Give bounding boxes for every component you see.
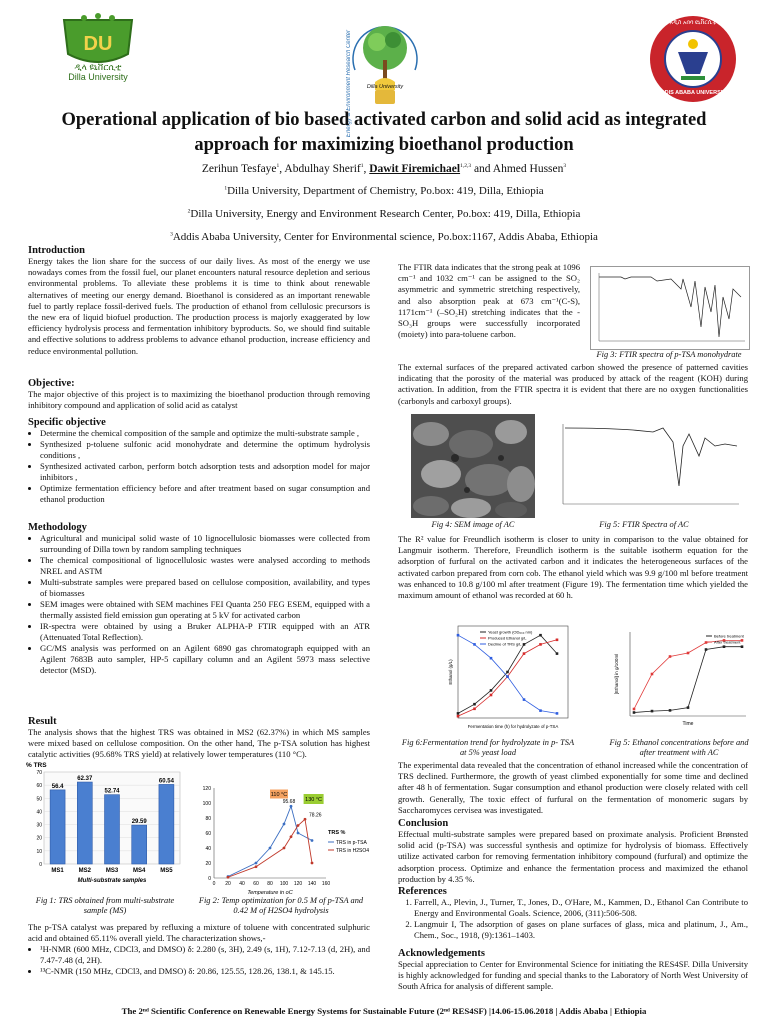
fig6-point — [473, 643, 476, 646]
experimental-section — [398, 760, 748, 816]
methodology-heading: Methodology — [28, 522, 87, 533]
fig1-ytick: 10 — [36, 848, 42, 855]
fig6-point — [506, 675, 509, 678]
fig2-xtick: 100 — [279, 881, 289, 887]
fig6-point — [473, 703, 476, 706]
author-1-sup: 1 — [276, 163, 280, 170]
result-heading: Result — [28, 716, 57, 727]
fig2-xtick: 80 — [267, 881, 273, 887]
fig7-point — [633, 711, 636, 714]
fig7-point — [741, 639, 744, 642]
fig7-point — [687, 652, 690, 655]
fig2-ylabel: TRS % — [328, 830, 346, 836]
fig2-ytick: 0 — [208, 876, 211, 882]
affiliation-1: $^1$Dilla University, Department of Chemistry, Po.box: 419, Dilla, Ethiopia — [224, 185, 544, 197]
affiliation-3: $^3$Addis Ababa University, Center for Environmental science, Po.box:1167, Addis Ababa, Ethiopia — [170, 231, 598, 243]
fig7-series-2 — [634, 640, 742, 709]
fig6-point — [523, 643, 526, 646]
fig2-annotation-110: 110 °C — [270, 792, 288, 798]
ptsa-text: The p-TSA catalyst was prepared by refluxing a mixture of toluene with concentrated sulphuric acid and obtained 65.11% overall yield. The characterization shows,- — [28, 922, 370, 944]
r2-text: The R² value for Freundlich isotherm is closer to unity in comparison to the value obtained for Langmuir isotherm. Therefore, Freundlich isotherm is the suitable isotherm equation for the adsorption of furfural on the activated carbon and it indicates the heterogeneous surfaces of the activated carbon prepared from corn cob. The ethanol yield which was 9.9 g/100 ml before treatment was enhanced to 10.8 g/100 ml after treatment (Figure 19). The fermentation time which yielded the maximum amount of ethanol was recorded at 60 h. — [398, 534, 748, 601]
fig1-xtick-MS3: MS3 — [105, 868, 119, 874]
fig7-point — [669, 709, 672, 712]
fig1-bar-MS5 — [159, 784, 174, 864]
objective-heading: Objective: — [28, 378, 75, 389]
fig2-caption: Fig 2: Temp optimization for 0.5 M of p-TSA and 0.42 M of H2SO4 hydrolysis — [198, 896, 364, 915]
fig6-point — [490, 689, 493, 692]
aau-name: ADDIS ABABA UNIVERSITY — [656, 90, 730, 96]
result-text: The analysis shows that the highest TRS was obtained in MS2 (62.37%) in which MS samples were mixed based on cellulose composition. On the other hand, The p-TSA solution has highest catalytic activities (95.68% TRS yield) at relatively lower temperatures (110 °C). — [28, 727, 370, 760]
sem-image — [411, 414, 535, 518]
fig2-data-label-h2so4: 78.26 — [309, 812, 322, 819]
fig6-point — [457, 715, 460, 718]
fig1-data-label-MS4: 29.59 — [131, 819, 147, 826]
fig2-point — [311, 839, 314, 842]
introduction-text: Energy takes the lion share for the success of our daily lives. As most of the energy we use nowadays comes from the fossil fuel, our planet encounters natural resource depletion and serious environmental problems. To alleviate these problems it is time to think about renewable alternatives of meeting our energy demand. Bioethanol is considered as an important renewable fuel to partly replace fossil-derived fuels. The production of ethanol from cellulosic precursors is the new era of liquid biofuel production. The production process is majorly exaggerated by low efficiency hydrolysis process and fermentation inhibitory byproducts. So, we should find suitable and effective solutions to address problems to advance ethanol production, increase efficiency and reduce environmental pollution. — [28, 256, 370, 356]
fig2-xtick: 60 — [253, 881, 259, 887]
fig7-point — [705, 648, 708, 651]
fig2-xtick: 20 — [225, 881, 231, 887]
fig2-point — [269, 847, 272, 850]
fig1-data-label-MS2: 62.37 — [77, 776, 93, 783]
list-item: • Synthesized activated carbon, perform botch adsorption tests and adsorption model for major inhibitors , — [40, 461, 370, 483]
list-item: • ¹H-NMR (600 MHz, CDCl3, and DMSO) δ: 2.280 (s, 3H), 2.49 (s, 1H), 7.12-7.13 (d, 2H), and 7.47-7.48 (d, 2H). — [40, 944, 370, 966]
title-line-1: Operational application of bio based activated carbon and solid acid as integrated — [61, 110, 707, 130]
fig1-xtick-MS1: MS1 — [51, 868, 64, 874]
author-2: , Abdulhay Sherif — [279, 163, 361, 175]
fig1-bar-MS4 — [132, 825, 147, 864]
ftir-section — [398, 262, 580, 340]
fig7-point — [669, 655, 672, 658]
fig7-ethanol-chart — [610, 626, 756, 738]
fig2-legend-1: TRS in p-TSA — [336, 840, 367, 846]
fig6-point — [490, 694, 493, 697]
fig6-point — [506, 671, 509, 674]
fig6-point — [556, 639, 559, 642]
conclusion-text: Effectual multi-substrate samples were prepared based on proximate analysis. Proficient Brønsted solid acid (p-TSA) was successful synthesis and optimize for hydrolysis of biomass. Effectively utilize activated carbon for removing fermentation inhibitory compound (furfural) and optimize the adsorption process. Optimize and enhance the fermentation process and maximized the ethanol production by 4.35 %. — [398, 829, 748, 884]
result-section — [28, 716, 370, 761]
fig7-series-1 — [634, 647, 742, 713]
fig6-caption: Fig 6:Fermentation trend for hydrolyzate in p- TSA at 5% yeast load — [401, 738, 575, 757]
fig6-legend-1: Yeast growth (OD₆₀₀ nm) — [488, 629, 533, 635]
author-2-sup: 1 — [360, 163, 364, 170]
methodology-section — [28, 522, 370, 676]
poster-title — [20, 108, 748, 158]
acknowledgements-section — [398, 948, 748, 993]
list-item: • Synthesized p-toluene sulfonic acid monohydrate and determine the optimum hydrolysis conditions , — [40, 439, 370, 461]
surface-section — [398, 362, 748, 407]
list-item: • Multi-substrate samples were prepared based on cellulose composition, availability, and types of biomasses — [40, 577, 370, 599]
fig7-point — [687, 706, 690, 709]
fig7-legend-2: After treatment — [714, 639, 741, 645]
fig6-point — [457, 634, 460, 637]
fig7-point — [651, 673, 654, 676]
fig7-point — [741, 645, 744, 648]
fig1-ytick: 0 — [39, 862, 42, 868]
fig2-legend-2: TRS in H2SO4 — [336, 848, 370, 854]
title-line-2: approach for maximizing bioethanol production — [194, 135, 574, 155]
references-section — [398, 886, 748, 941]
list-item: • Agricultural and municipal solid waste of 10 lignocellulosic biomasses were collected from surrounding of Dilla town by random sampling techniques — [40, 533, 370, 555]
fig6-point — [539, 709, 542, 712]
list-item: • ¹³C-NMR (150 MHz, CDCl3, and DMSO) δ: 20.86, 125.55, 128.26, 138.1, & 145.15. — [40, 966, 370, 977]
aau-name-amharic: አዲስ አበባ ዩኒቨርሲቲ — [669, 20, 717, 26]
fig2-point — [304, 818, 307, 821]
fig1-xlabel: Multi-substrate samples — [77, 878, 147, 884]
fig3-ftir-spectrum — [590, 266, 750, 350]
surface-text: The external surfaces of the prepared activated carbon showed the presence of patterned cavities indicating that the porosity of the material was produced by attack of the reagent (KOH) during activation. In addition, from the FTIR spectra it is evident that there are no oxygen functionalities (carbonyls and carboxyl groups). — [398, 362, 748, 406]
fig1-ytick: 60 — [36, 783, 42, 790]
fig6-point — [490, 657, 493, 660]
fig2-ytick: 80 — [205, 816, 211, 822]
fig2-ytick: 40 — [205, 846, 211, 852]
author-3: Dawit Firemichael — [369, 163, 461, 175]
research-center-sub: Dilla University — [366, 84, 404, 90]
fig6-point — [523, 652, 526, 655]
list-item: • GC/MS analysis was performed on an Agilent 6890 gas chromatograph equipped with an Agilent 7683B auto sampler, HP-5 capillary column and an Agilent 5973 mass selective detector (MSD). — [40, 643, 370, 676]
fig1-xtick-MS2: MS2 — [78, 868, 91, 874]
dilla-name: Dilla University — [68, 72, 128, 82]
fig2-point — [255, 862, 258, 865]
fig2-xtick: 120 — [293, 881, 303, 887]
ftir-text: The FTIR data indicates that the strong peak at 1096 cm⁻¹ and 1032 cm⁻¹ can be assigned to the SO₂ asymmetric and symmetric stretching respectively, and also absorption peak at 673 cm⁻¹(C-S), 1171cm⁻¹ (–SO₂H) stretching indicates that the -SO₃H groups were successfully incorporated (moiety) into para-toluene carbon. — [398, 262, 580, 340]
fig1-xtick-MS5: MS5 — [160, 868, 173, 874]
fig4-caption: Fig 4: SEM image of AC — [431, 520, 515, 529]
fig3-caption: Fig 3: FTIR spectra of p-TSA monohydrate — [596, 350, 742, 359]
fig2-point — [255, 865, 258, 868]
fig2-xtick: 40 — [239, 881, 245, 887]
dilla-name-amharic: ዲላ ዩኒቨርሲቲ — [74, 62, 122, 72]
conclusion-section — [398, 818, 748, 885]
fig6-legend-2: Produced Ethanol g/L — [488, 635, 527, 641]
fig1-bar-MS1 — [50, 790, 65, 864]
fig6-point — [539, 634, 542, 637]
reference-item: 2. Langmuir I, The adsorption of gases on plane surfaces of glass, mica and platinum, J., Am., Chem., Soc., 1918, (9):1361–1403. — [414, 919, 748, 941]
fig1-ytick: 70 — [36, 770, 42, 776]
author-3-sup: 1,2,3 — [460, 163, 472, 170]
reference-item: 1. Farrell, A., Plevin, J., Turner, T., Jones, D., O'Hare, M., Kammen, D., Ethanol Can Contribute to Energy and Environmental Goals. Science, 2006, (311):506-508. — [414, 897, 748, 919]
dilla-acronym: DU — [83, 33, 113, 55]
introduction-heading: Introduction — [28, 245, 85, 256]
fig2-series-1 — [228, 806, 312, 876]
fig5-ftir-ac — [543, 416, 743, 516]
objective-section — [28, 378, 370, 411]
fig7-point — [723, 645, 726, 648]
fig2-ytick: 60 — [205, 831, 211, 837]
fig1-xtick-MS4: MS4 — [133, 868, 146, 874]
fig6-point — [539, 643, 542, 646]
fig1-ylabel: % TRS — [26, 762, 47, 769]
ptsa-section — [28, 922, 370, 977]
author-4-sup: 3 — [563, 163, 567, 170]
fig6-point — [457, 712, 460, 715]
fig2-point — [283, 847, 286, 850]
objective-text: The major objective of this project is to maximizing the bioethanol production through removing inhibitory compound and application of solid acid as catalyst — [28, 389, 370, 411]
fig2-annotation-130: 130 °C — [305, 797, 323, 803]
fig7-xlabel: Time — [682, 721, 694, 727]
fig6-ylabel: Ethanol (g/L) — [448, 659, 453, 685]
fig1-ytick: 50 — [36, 796, 42, 803]
specific-objective-section — [28, 417, 370, 505]
fig1-bar-chart — [26, 758, 184, 896]
fig7-point — [651, 710, 654, 713]
fig2-point — [297, 824, 300, 827]
fig7-legend-1: Before treatment — [714, 633, 744, 639]
r2-section — [398, 534, 748, 601]
list-item: • IR-spectra were obtained by using a Bruker ALPHA-P FTIR equipped with an ATR (Attenuated Total Reflection). — [40, 621, 370, 643]
fig1-ytick: 20 — [36, 835, 42, 842]
fig2-point — [227, 876, 230, 879]
references-heading: References — [398, 886, 447, 897]
authors: Zerihun Tesfaye$^1$, Abdulhay Sherif$^1$, Dawit Firemichael$^{1,2,3}$ and Ahmed Hussen$^3$ — [201, 163, 567, 175]
experimental-text: The experimental data revealed that the concentration of ethanol increased while the concentration of TRS declined. Furthermore, the growth of yeast climbed exponentially for some time and declined after 48 h of fermentation. Sugar consumption and ethanol production were closely related with cell growth. Generally, The toxic effect of furfural on the fermentation of monomeric sugars by Saccharomyces cervisea was investigated. — [398, 760, 748, 815]
fig1-bar-MS2 — [77, 782, 92, 864]
fig2-line-chart — [192, 780, 372, 898]
fig6-xlabel: Fermentation time (h) for hydrolyzate of p-TSA — [467, 724, 559, 729]
fig6-point — [556, 652, 559, 655]
fig1-ytick: 40 — [36, 809, 42, 816]
fig2-point — [290, 835, 293, 838]
fig6-point — [523, 698, 526, 701]
fig2-ytick: 20 — [205, 861, 211, 867]
list-item: • Determine the chemical composition of the sample and optimize the multi-substrate sample , — [40, 428, 370, 439]
conclusion-heading: Conclusion — [398, 818, 449, 829]
conference-footer: The 2ⁿᵈ Scientific Conference on Renewable Energy Systems for Sustainable Future (2ⁿᵈ RES4SF) |14.06-15.06.2018 | Addis Ababa | Ethiopia — [121, 1006, 647, 1016]
list-item: • Optimize fermentation efficiency before and after treatment based on sugar consumption and ethanol production — [40, 483, 370, 505]
fig2-point — [297, 832, 300, 835]
fig2-xtick: 0 — [212, 881, 216, 887]
fig5-caption: Fig 5: FTIR Spectra of AC — [599, 520, 689, 529]
fig6-point — [556, 712, 559, 715]
research-center-name: Energy & Environment Research Center — [346, 30, 352, 138]
acknowledgements-heading: Acknowledgements — [398, 948, 485, 959]
affiliation-2: $^2$Dilla University, Energy and Environment Research Center, Po.box: 419, Dilla, Ethiopia — [187, 208, 581, 220]
list-item: • SEM images were obtained with SEM machines FEI Quanta 250 FEG ESEM, equipped with a thermally assisted field emission gun operating at 5 kV for activated carbon — [40, 599, 370, 621]
fig1-bar-MS3 — [105, 795, 120, 864]
fig1-ytick: 30 — [36, 822, 42, 829]
fig7-point — [633, 708, 636, 711]
fig2-point — [311, 862, 314, 865]
fig6-point — [473, 708, 476, 711]
fig6-legend-3: Decline of TRS g/L — [488, 641, 522, 647]
fig2-data-label-peak: 95.68 — [282, 799, 296, 806]
fig1-data-label-MS3: 52.74 — [104, 788, 120, 795]
fig2-ytick: 100 — [202, 801, 211, 807]
fig2-ytick: 120 — [202, 786, 211, 792]
fig1-data-label-MS1: 56.4 — [51, 783, 64, 790]
fig1-data-label-MS5: 60.54 — [158, 778, 174, 785]
fig6-fermentation-chart — [448, 620, 580, 738]
fig7-ylabel: [Ethanol] in g/100ml — [614, 653, 619, 695]
author-1: Zerihun Tesfaye — [201, 163, 277, 175]
introduction-section — [28, 245, 370, 357]
fig2-point — [290, 805, 293, 808]
list-item: • The chemical compositional of lignocellulosic wastes were analysed according to methods NREL and ASTM — [40, 555, 370, 577]
specific-objective-heading: Specific objective — [28, 417, 106, 428]
fig2-xtick: 140 — [307, 881, 317, 887]
fig2-xlabel: Temperature in oC — [247, 890, 293, 896]
acknowledgements-text: Special appreciation to Center for Environmental Science for initiating the RES4SF. Dilla University is highly acknowledged for funding and special thanks to the Laboratory of North West University of South Africa for analysis of different sample. — [398, 959, 748, 992]
fig1-caption: Fig 1: TRS obtained from multi-substrate sample (MS) — [35, 896, 175, 915]
fig7-caption: Fig 5: Ethanol concentrations before and after treatment with AC — [609, 738, 749, 757]
fig2-xtick: 160 — [321, 881, 331, 887]
author-4: and Ahmed Hussen — [471, 163, 564, 175]
fig2-point — [283, 823, 286, 826]
